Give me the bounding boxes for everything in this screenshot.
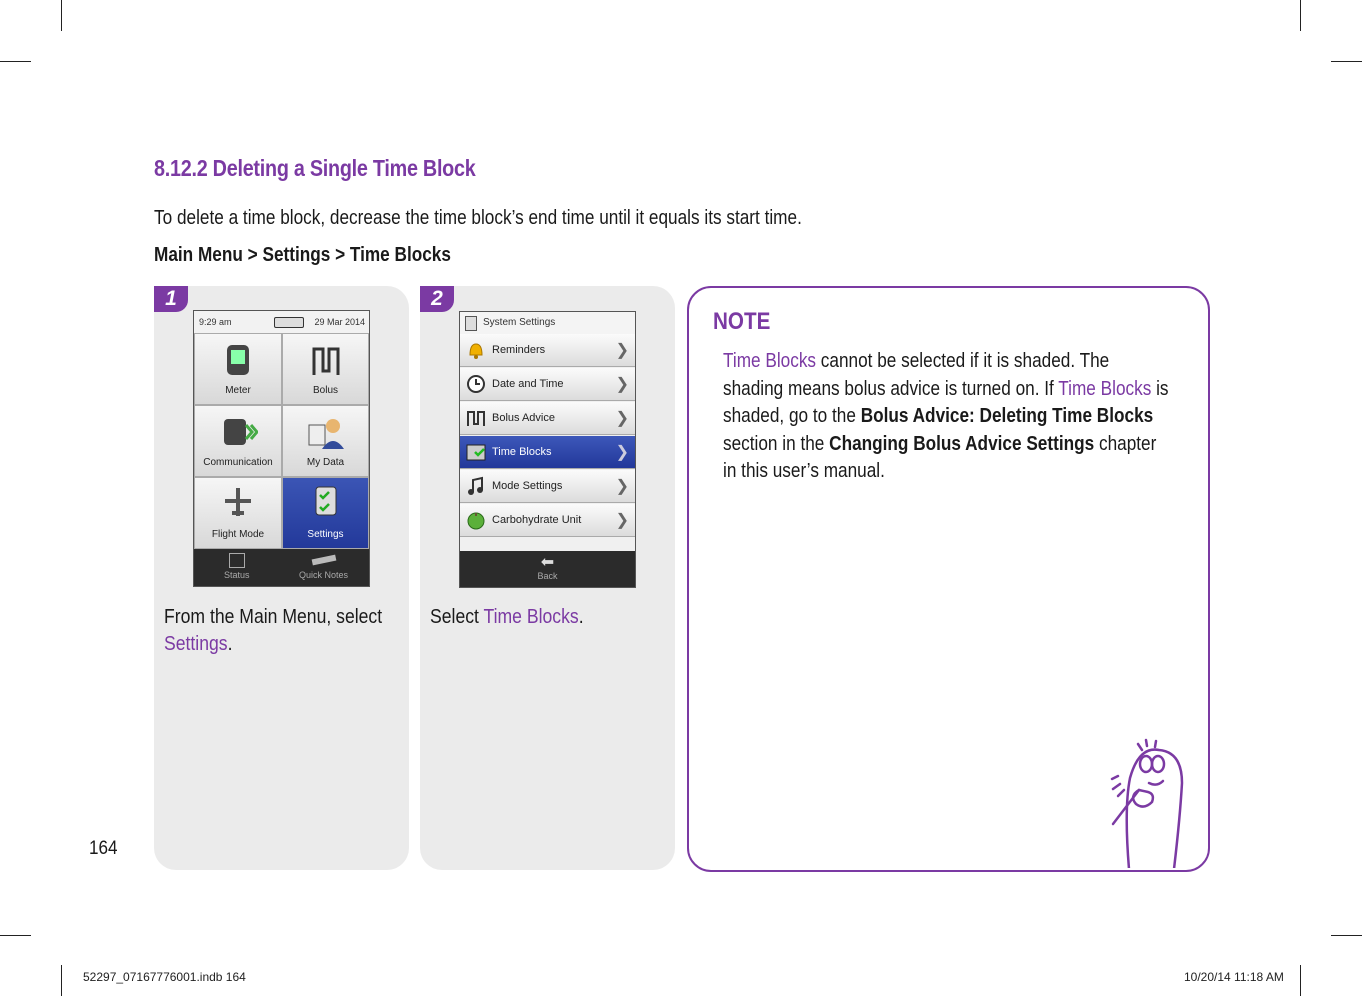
step-2-caption [430,604,584,631]
bottom-bar [194,549,369,586]
bolus-icon [311,343,341,377]
tile-label: Meter [225,385,251,396]
chevron-right-icon: ❯ [615,376,629,393]
menu-item-time-blocks[interactable] [460,436,635,469]
chevron-right-icon: ❯ [615,478,629,495]
print-slug-left: 52297_07167776001.indb 164 [83,970,246,984]
crop-mark [1331,935,1362,936]
apple-icon [466,510,486,530]
settings-header-icon [465,316,477,331]
status-bar [194,311,369,334]
menu-item-reminders[interactable] [460,334,635,367]
chevron-right-icon: ❯ [615,512,629,529]
menu-item-label: Time Blocks [492,446,552,458]
step-badge: 2 [420,286,454,312]
caption-time-blocks-link: Time Blocks [483,606,579,628]
tile-label: Communication [203,457,273,468]
chevron-right-icon: ❯ [615,342,629,359]
step-2-panel [420,286,675,870]
status-time: 9:29 am [199,317,232,327]
time-blocks-icon [466,442,486,462]
menu-path: Main Menu > Settings > Time Blocks [154,244,451,266]
screen-title: System Settings [483,317,556,328]
menu-item-label: Bolus Advice [492,412,555,424]
main-menu-screen [193,310,370,587]
chevron-right-icon: ❯ [615,444,629,461]
crop-mark [1331,61,1362,62]
quick-notes-label: Quick Notes [299,570,349,580]
menu-item-date-and-time[interactable] [460,368,635,401]
note-text-part: shading means bolus advice is turned on. If [723,377,1059,400]
note-text-part: shaded, go to the [723,405,861,427]
thinking-character-illustration [1094,728,1204,868]
back-label: Back [537,571,558,581]
tile-label: Bolus [312,385,338,396]
communication-icon [218,415,258,449]
crop-mark [61,0,62,31]
battery-icon [274,317,304,328]
page-number: 164 [89,838,118,859]
communication-tile[interactable] [194,405,282,477]
note-text-part: cannot be selected if it is shaded. The [816,350,1110,372]
quick-notes-button[interactable] [299,553,348,580]
note-section-ref: Bolus Advice: Deleting Time Blocks [860,405,1154,427]
pencil-icon [311,555,336,566]
chevron-right-icon: ❯ [615,410,629,427]
step-1-panel [154,286,409,870]
note-time-blocks-link: Time Blocks [1058,377,1152,400]
step-badge: 1 [154,286,188,312]
menu-item-bolus-advice[interactable] [460,402,635,435]
menu-item-label: Carbohydrate Unit [492,514,582,526]
caption-text: Select [430,606,479,628]
caption-period: . [227,633,233,655]
caption-settings-link: Settings [164,633,228,655]
bolus-tile[interactable] [282,333,369,405]
system-settings-screen [459,311,636,588]
print-slug-right: 10/20/14 11:18 AM [1184,970,1284,984]
note-text [723,348,1187,486]
status-icon [229,553,245,568]
bell-icon [466,340,486,360]
back-bar[interactable] [460,551,635,587]
status-label: Status [224,570,250,580]
step-1-caption [164,604,382,658]
menu-item-mode-settings[interactable] [460,470,635,503]
crop-mark [61,965,62,996]
note-title: NOTE [713,308,771,335]
airplane-icon [221,485,255,519]
music-note-icon [466,476,486,496]
intro-text: To delete a time block, decrease the time block’s end time until it equals its start time. [154,207,802,229]
crop-mark [0,61,31,62]
back-arrow-icon: ⬅ [540,554,555,571]
menu-item-label: Date and Time [492,378,564,390]
tile-label: Flight Mode [211,529,265,540]
status-date: 29 Mar 2014 [314,317,365,327]
menu-item-carbohydrate-unit[interactable] [460,504,635,537]
status-button[interactable] [224,553,250,580]
meter-icon [225,343,251,377]
menu-item-label: Reminders [492,344,546,356]
menu-item-label: Mode Settings [492,480,563,492]
flight-mode-tile[interactable] [194,477,282,549]
tile-label: Settings [307,529,344,540]
note-text-part: is [1151,377,1169,400]
note-time-blocks-link: Time Blocks [723,350,817,372]
my-data-tile[interactable] [282,405,369,477]
settings-tile[interactable] [282,477,369,549]
tile-label: My Data [306,457,345,468]
note-box [687,286,1210,872]
caption-text: From the Main Menu, select [164,606,383,628]
clock-icon [466,374,486,394]
crop-mark [1300,0,1301,31]
caption-period: . [578,606,584,628]
settings-checklist-icon [314,485,338,517]
section-title: 8.12.2 Deleting a Single Time Block [154,155,476,181]
crop-mark [0,935,31,936]
bolus-advice-icon [466,408,486,428]
note-text-part: section in the [723,432,830,455]
note-text-part: chapter [1094,432,1157,455]
note-text-part: in this user’s manual. [723,460,885,482]
meter-tile[interactable] [194,333,282,405]
user-data-icon [306,415,346,449]
screen-header [460,312,635,335]
note-chapter-ref: Changing Bolus Advice Settings [829,432,1095,455]
crop-mark [1300,965,1301,996]
